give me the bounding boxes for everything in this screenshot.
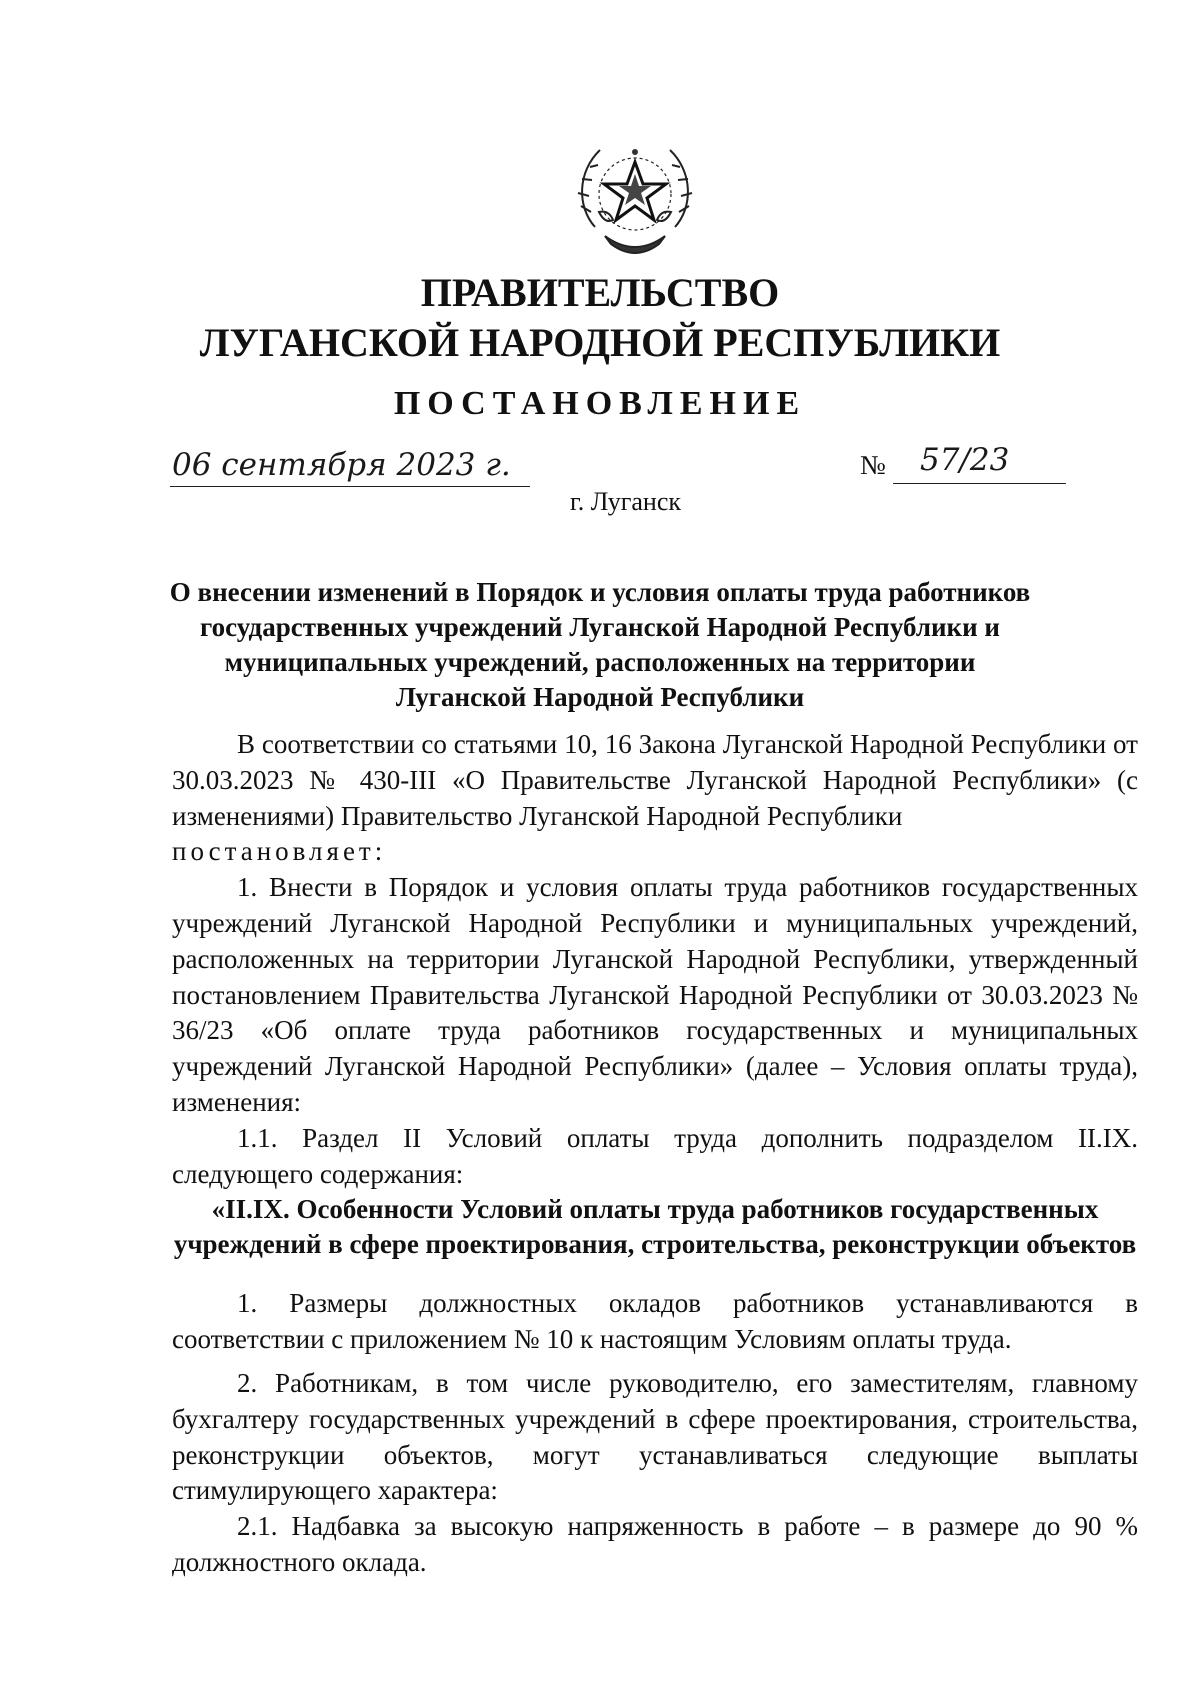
subsection-item-2: 2. Работникам, в том числе руководителю, его заместителям, главному бухгалтеру государственных учреждений в сфере проектирования, строительства, реконструкции объектов, могут устанавливаться следующие выплаты стимулирующего характера: [172,1367,1138,1506]
handwritten-number: 57/23 [920,442,1010,478]
number-underline [893,483,1066,484]
item-1: 1. Внести в Порядок и условия оплаты труда работников государственных учреждений Луганской Народной Республики и муниципальных учреждений, расположенных на территории Луганской Народной Республики, утвержденный постановлением Правительства Луганской Народной Республики от 30.03.2023 № 36/23 «Об оплате труда работников государственных и муниципальных учреждений Луганской Народной Республики» (далее – Условия оплаты труда), изменения: [172,872,1138,1117]
subsection-item-1: 1. Размеры должностных окладов работников устанавливаются в соответствии с приложением № 10 к настоящим Условиям оплаты труда. [172,1288,1138,1355]
government-title-line2: ЛУГАНСКОЙ НАРОДНОЙ РЕСПУБЛИКИ [199,320,1001,365]
date-underline [170,486,530,487]
preamble: В соответствии со статьями 10, 16 Закона Луганской Народной Республики от 30.03.2023 № 430-III «О Правительстве Луганской Народной Республики» (с изменениями) Правительство Луганской Народной Республики [172,729,1138,831]
subsection-item-2-1: 2.1. Надбавка за высокую напряженность в работе – в размере до 90 % должностного оклада. [172,1511,1138,1577]
decides-word: постановляет: [172,836,387,867]
document-title: О внесении изменений в Порядок и условия оплаты труда работников государственных учреждений Луганской Народной Республики и муниципальных учреждений, расположенных на территории Луганской Народной Республики [169,577,1031,712]
document-body [172,727,1138,1581]
number-sign: № [860,450,886,480]
government-title-line1: ПРАВИТЕЛЬСТВО [420,270,780,315]
city: г. Луганск [570,487,682,516]
coat-of-arms-emblem [565,132,705,262]
item-1-1: 1.1. Раздел II Условий оплаты труда дополнить подразделом II.IX. следующего содержания: [172,1122,1138,1189]
subsection-heading: «II.IX. Особенности Условий оплаты труда работников государственных учреждений в сфере проектирования, строительства, реконструкции объектов [173,1194,1137,1260]
document-type: ПОСТАНОВЛЕНИЕ [393,385,807,422]
handwritten-date: 06 сентября 2023 г. [172,447,511,483]
